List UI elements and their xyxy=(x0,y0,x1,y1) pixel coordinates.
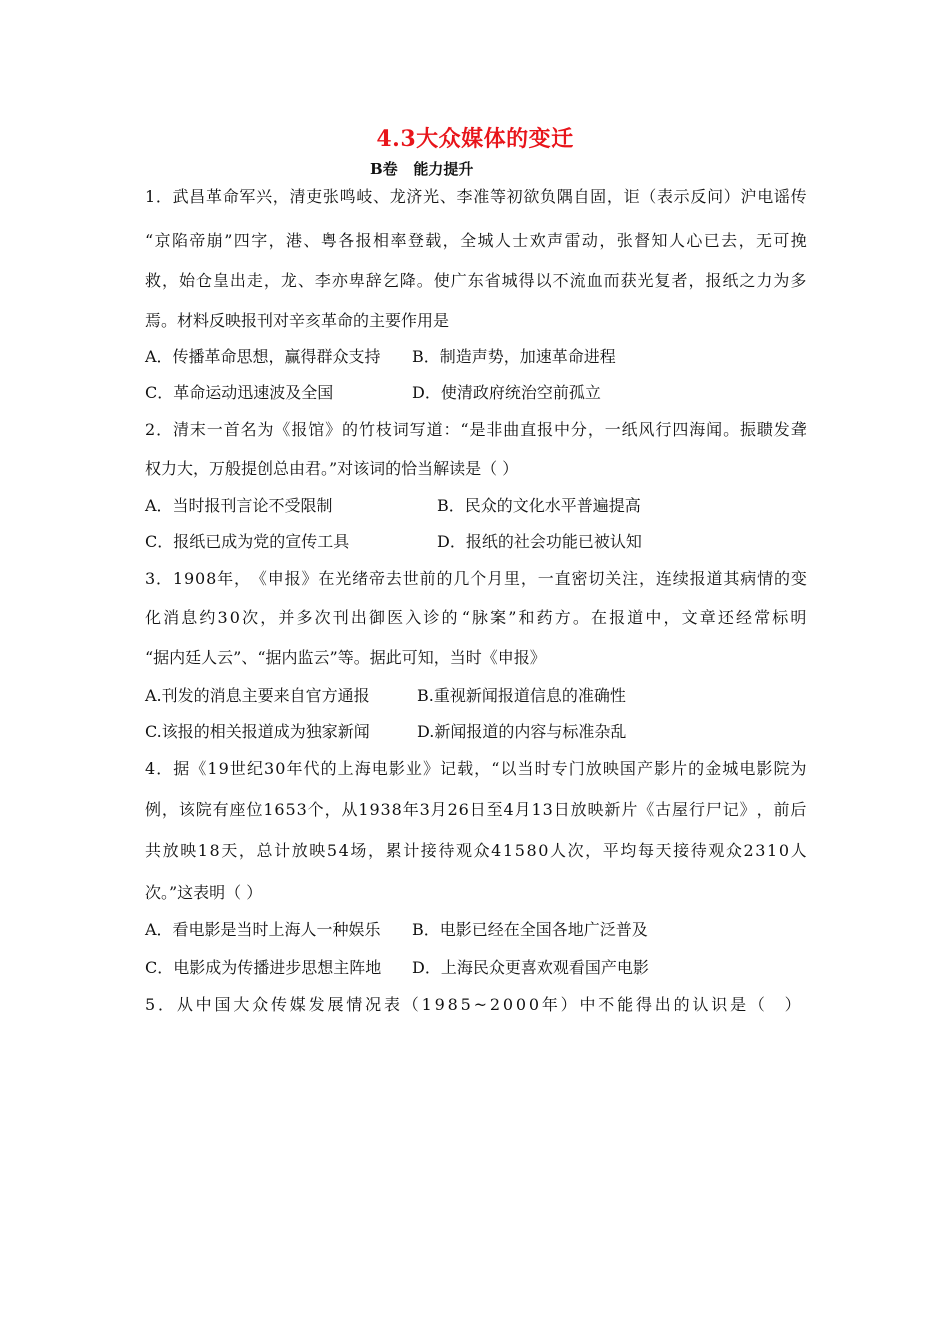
question-4-option-b: B．电影已经在全国各地广泛普及 xyxy=(412,920,648,939)
question-1-option-a: A．传播革命思想，赢得群众支持 xyxy=(145,347,381,366)
document-subtitle: B卷 能力提升 xyxy=(370,160,474,178)
question-3-option-d: D.新闻报道的内容与标准杂乱 xyxy=(417,722,627,741)
question-5-line-1: 5 ． 从 中 国 大 众 传 媒 发 展 情 况 表 （ 1 9 8 5 ~ 2 0 0 0 年 ） 中 不 能 得 出 的 认 识 是 （ ） xyxy=(145,995,801,1014)
question-2-option-c: C．报纸已成为党的宣传工具 xyxy=(145,532,350,551)
question-4-option-a: A．看电影是当时上海人一种娱乐 xyxy=(145,920,381,939)
question-4-line-3: 共 放 映 1 8 天 ， 总 计 放 映 5 4 场 ， 累 计 接 待 观 众 4 1 5 8 0 人 次 ， 平 均 每 天 接 待 观 众 2 3 1 0 人 xyxy=(145,841,807,860)
question-1-option-c: C．革命运动迅速波及全国 xyxy=(145,383,334,402)
question-2-line-1: 2 ． 清 末 一 首 名 为 《 报 馆 》 的 竹 枝 词 写 道 ： “ 是 非 曲 直 报 中 分 ， 一 纸 风 行 四 海 闻 。 振 聩 发 聋 xyxy=(145,420,807,439)
question-4-line-2: 例 ， 该 院 有 座 位 1 6 5 3 个 ， 从 1 9 3 8 年 3 月 2 6 日 至 4 月 1 3 日 放 映 新 片 《 古 屋 行 尸 记 》 ， 前 后 xyxy=(145,800,807,819)
question-4-option-c: C．电影成为传播进步思想主阵地 xyxy=(145,958,382,977)
question-1-line-3: 救 ， 始 仓 皇 出 走 ， 龙 、 李 亦 卑 辞 乞 降 。 使 广 东 省 城 得 以 不 流 血 而 获 光 复 者 ， 报 纸 之 力 为 多 xyxy=(145,271,807,290)
question-3-line-1: 3 ． 1 9 0 8 年 ， 《 申 报 》 在 光 绪 帝 去 世 前 的 几 个 月 里 ， 一 直 密 切 关 注 ， 连 续 报 道 其 病 情 的 变 xyxy=(145,569,807,588)
question-1-line-2: “ 京 陷 帝 崩 ” 四 字 ， 港 、 粤 各 报 相 率 登 载 ， 全 城 人 士 欢 声 雷 动 ， 张 督 知 人 心 已 去 ， 无 可 挽 xyxy=(145,231,807,250)
question-1-option-b: B．制造声势，加速革命进程 xyxy=(412,347,616,366)
question-3-option-a: A.刊发的消息主要来自官方通报 xyxy=(145,686,370,705)
question-2-option-d: D．报纸的社会功能已被认知 xyxy=(437,532,642,551)
question-2-option-a: A．当时报刊言论不受限制 xyxy=(145,496,333,515)
question-3-line-2: 化 消 息 约 3 0 次 ， 并 多 次 刊 出 御 医 入 诊 的 “ 脉 案 ” 和 药 方 。 在 报 道 中 ， 文 章 还 经 常 标 明 xyxy=(145,608,807,627)
question-3-line-3: “据内廷人云”、“据内监云”等。据此可知，当时《申报》 xyxy=(145,648,546,667)
question-1-line-4: 焉。材料反映报刊对辛亥革命的主要作用是 xyxy=(145,311,450,330)
question-1-line-1: 1 ． 武 昌 革 命 军 兴 ， 清 吏 张 鸣 岐 、 龙 济 光 、 李 准 等 初 欲 负 隅 自 固 ， 讵 （ 表 示 反 问 ） 沪 电 谣 传 xyxy=(145,187,807,206)
question-1-option-d: D．使清政府统治空前孤立 xyxy=(412,383,601,402)
document-title: 4.3大众媒体的变迁 xyxy=(376,126,574,152)
question-3-option-b: B.重视新闻报道信息的准确性 xyxy=(417,686,626,705)
question-4-line-4: 次。”这表明（ ） xyxy=(145,883,263,902)
question-2-line-2: 权力大，万般提创总由君。”对该词的恰当解读是（ ） xyxy=(145,459,519,478)
question-3-option-c: C.该报的相关报道成为独家新闻 xyxy=(145,722,370,741)
question-2-option-b: B．民众的文化水平普遍提高 xyxy=(437,496,641,515)
question-4-option-d: D．上海民众更喜欢观看国产电影 xyxy=(412,958,649,977)
question-4-line-1: 4 ． 据 《 1 9 世 纪 3 0 年 代 的 上 海 电 影 业 》 记 载 ， “ 以 当 时 专 门 放 映 国 产 影 片 的 金 城 电 影 院 为 xyxy=(145,759,807,778)
